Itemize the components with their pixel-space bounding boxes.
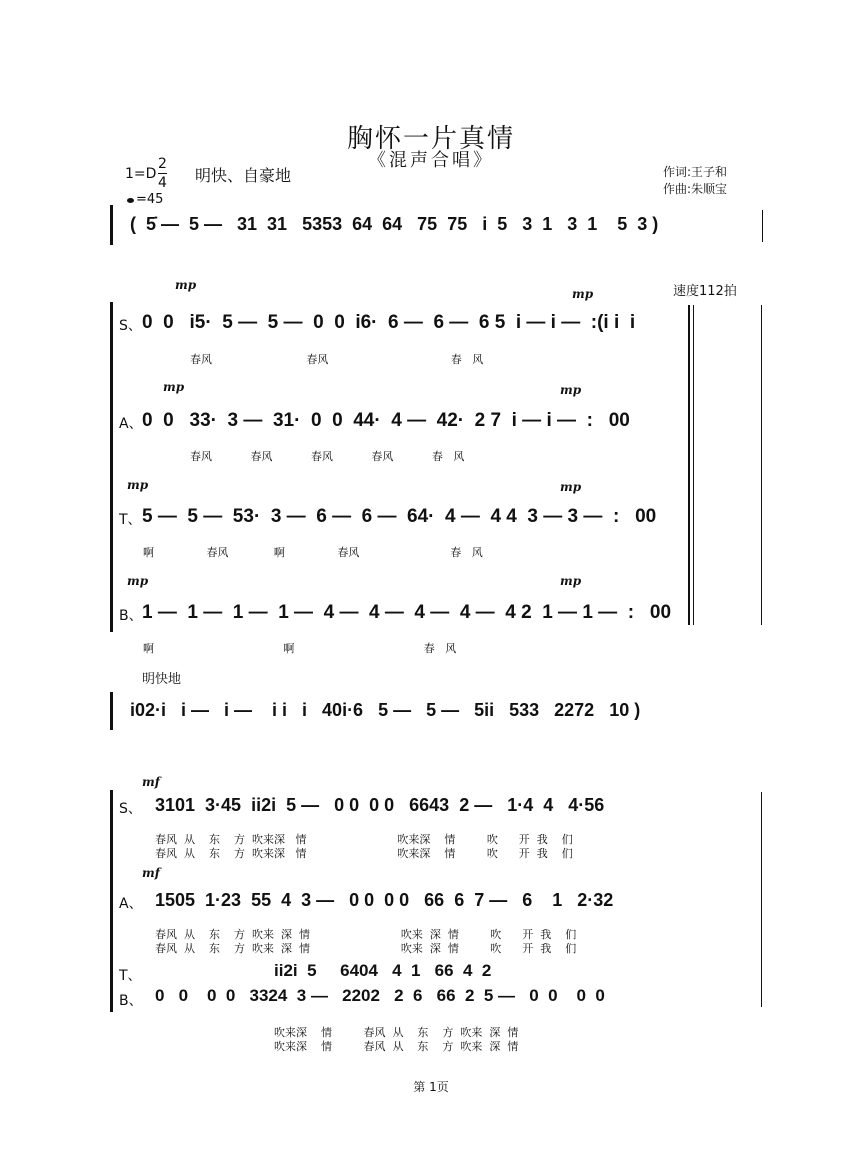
bass-notes: 0 0 0 0 3324 3 — 2202 2 6 66 2 5 — 0 0 0 0 <box>155 986 605 1005</box>
bass-lyrics: 啊 啊 春 风 <box>143 642 457 655</box>
tempo-marking: 明快、自豪地 <box>195 166 292 185</box>
intro-notes: ( 5̇ — 5 — 31 31 5353 64 64 75 75 i 5 3 1 3 1 5 3 ) <box>130 214 659 234</box>
alto-notes: 1505 1·23 55 4 3 — 0 0 0 0 66 6 7 — 6 1 2·32 <box>155 890 614 910</box>
dynamic-mp: mp <box>560 480 582 494</box>
barline <box>761 305 762 625</box>
repeat-barline <box>693 305 694 625</box>
speed-note: 速度112拍 <box>673 284 737 299</box>
alto-lyrics: 春风 从 东 方 吹来 深 情 吹来 深 情 吹 开 我 们 <box>155 928 577 941</box>
dynamic-mf: mf <box>142 775 160 789</box>
voice-label-soprano: S、 <box>119 318 142 334</box>
dynamic-mp: mp <box>560 574 582 588</box>
alto-lyrics: 春风 从 东 方 吹来 深 情 吹来 深 情 吹 开 我 们 <box>155 942 577 955</box>
voice-label-alto: A、 <box>119 416 143 432</box>
barline <box>761 792 762 1007</box>
voice-label-tenor: T、 <box>119 512 142 528</box>
system-bracket <box>110 302 113 632</box>
barline <box>762 210 763 242</box>
dynamic-mp: mp <box>572 287 594 301</box>
quarter-note-icon <box>127 198 134 203</box>
dynamic-mp: mp <box>175 278 197 292</box>
dynamic-mp: mp <box>127 574 149 588</box>
system-bracket <box>110 692 113 730</box>
voice-label-soprano: S、 <box>119 801 142 817</box>
voice-label-alto: A、 <box>119 896 143 912</box>
voice-label-bass: B、 <box>119 608 143 624</box>
intro-bracket <box>110 205 113 245</box>
soprano-notes: 3101 3·45 ii2i 5 — 0 0 0 0 6643 2 — 1·4 4 4·56 <box>155 795 605 815</box>
score-title: 胸怀一片真情 <box>346 124 515 154</box>
dynamic-mf: mf <box>142 866 160 880</box>
interlude-notes: i02·i i — i — i i i 40i·6 5 — 5 — 5ii 533 2272 10 ) <box>130 700 641 720</box>
bass-lyrics: 吹来深 情 春风 从 东 方 吹来 深 情 <box>274 1040 519 1053</box>
system-bracket <box>110 790 113 1012</box>
score-subtitle: 《混声合唱》 <box>368 150 494 171</box>
key-signature: 1=D <box>125 166 157 182</box>
soprano-lyrics: 春风 春风 春 风 <box>190 353 484 366</box>
alto-notes: 0 0 33· 3 — 31· 0 0 44· 4 — 42· 2 7 i — i — : 00 <box>142 410 630 431</box>
section-marking: 明快地 <box>142 672 182 687</box>
voice-label-tenor: T、 <box>119 968 142 984</box>
page-number: 第 1页 <box>413 1080 449 1094</box>
time-top: 2 <box>158 156 167 172</box>
voice-label-bass: B、 <box>119 993 143 1009</box>
dynamic-mp: mp <box>127 478 149 492</box>
composer-credit: 作曲:朱顺宝 <box>663 182 728 196</box>
tenor-lyrics: 啊 春风 啊 春风 春 风 <box>143 546 483 559</box>
tenor-notes: 5 — 5 — 53· 3 — 6 — 6 — 64· 4 — 4 4 3 — 3 — : 00 <box>142 506 657 527</box>
metronome-mark: =45 <box>127 192 163 207</box>
lyricist-credit: 作词:王子和 <box>663 165 728 179</box>
tenor-notes: ii2i 5 6404 4 1 66 4 2 <box>274 961 492 980</box>
soprano-lyrics: 春风 从 东 方 吹来深 情 吹来深 情 吹 开 我 们 <box>155 847 573 860</box>
dynamic-mp: mp <box>163 380 185 394</box>
dynamic-mp: mp <box>560 383 582 397</box>
time-bottom: 4 <box>158 175 167 191</box>
bass-lyrics: 吹来深 情 春风 从 东 方 吹来 深 情 <box>274 1026 519 1039</box>
time-signature <box>158 156 167 191</box>
soprano-notes: 0 0 i5· 5 — 5 — 0 0 i6· 6 — 6 — 6 5 i — i — :(i i i <box>142 312 636 333</box>
alto-lyrics: 春风 春风 春风 春风 春 风 <box>190 450 465 463</box>
soprano-lyrics: 春风 从 东 方 吹来深 情 吹来深 情 吹 开 我 们 <box>155 833 573 846</box>
repeat-barline <box>688 305 690 625</box>
bass-notes: 1 — 1 — 1 — 1 — 4 — 4 — 4 — 4 — 4 2 1 — 1 — : 00 <box>142 602 672 623</box>
